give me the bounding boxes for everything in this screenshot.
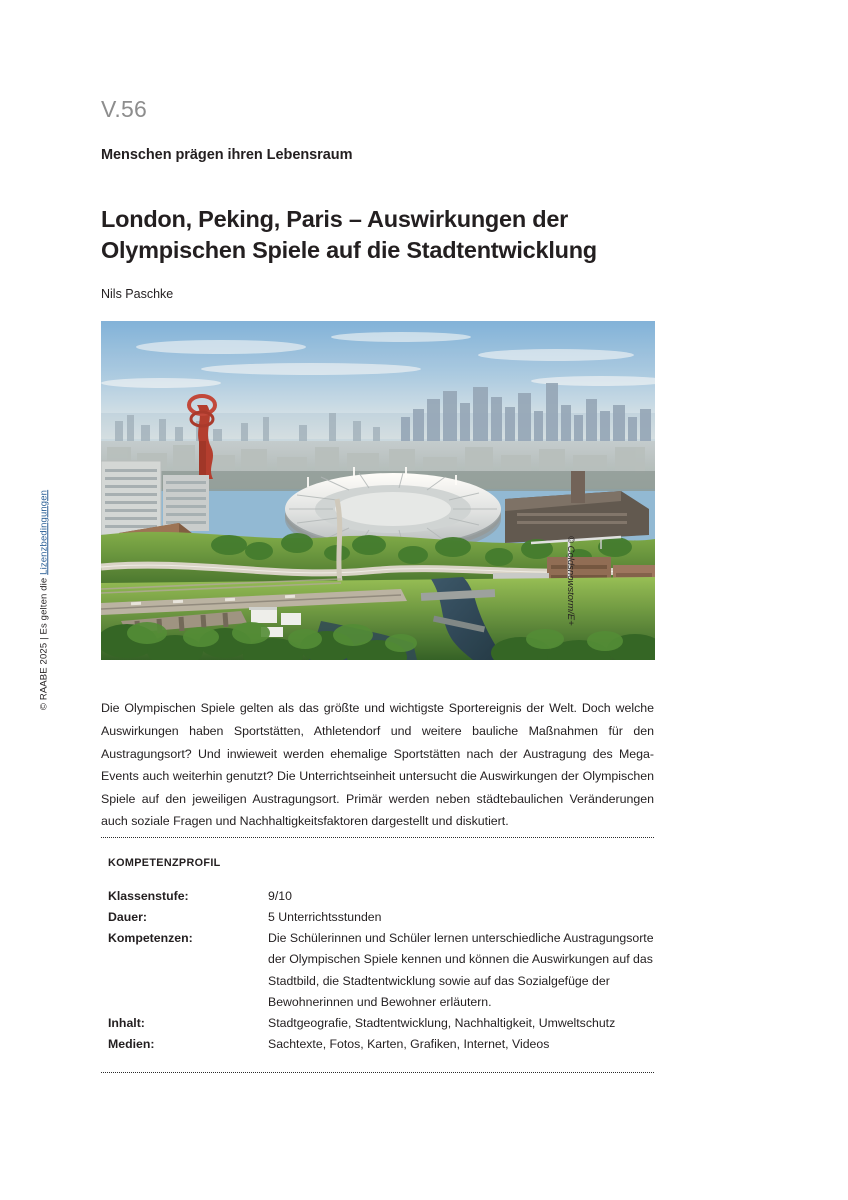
row-value-inhalt: Stadtgeografie, Stadtentwicklung, Nachhaltigkeit, Umweltschutz: [268, 1015, 616, 1030]
row-label-kompetenzen: Kompetenzen:: [108, 931, 193, 946]
chapter-code: V.56: [101, 96, 148, 122]
author-name: Nils Paschke: [101, 287, 174, 301]
table-row: [108, 1013, 654, 1034]
table-row: [108, 928, 654, 1013]
table-row: [108, 907, 654, 928]
table-row: [108, 886, 654, 907]
row-value-medien: Sachtexte, Fotos, Karten, Grafiken, Internet, Videos: [268, 1036, 550, 1051]
competency-profile-heading: KOMPETENZPROFIL: [108, 857, 221, 869]
page-title: London, Peking, Paris – Auswirkungen der Olympischen Spiele auf die Stadtentwicklung: [101, 205, 597, 263]
license-rail: [32, 470, 56, 730]
license-terms-link[interactable]: Lizenzbedingungen: [38, 489, 50, 575]
row-value-dauer: 5 Unterrichtsstunden: [268, 910, 382, 925]
row-value-kompetenzen: Die Schülerinnen und Schüler lernen unterschiedliche Austragungsorte der Olympischen Spiele kennen und können die Auswirkungen auf das Stadtbild, die Stadtentwicklung sowie auf das Sozialgefüge der Bewohnerinnen und Bewohner erläutern.: [268, 931, 654, 1009]
row-label-inhalt: Inhalt:: [108, 1015, 145, 1030]
intro-paragraph: Die Olympischen Spiele gelten als das größte und wichtigste Sportereignis der Welt. Doch welche Auswirkungen haben Sportstätten, Athletendorf und weitere bauliche Maßnahmen für den Austragungsort? Und inwieweit werden ehemalige Sportstätten nach der Austragung des Mega-Events auch weiterhin genutzt? Die Unterrichtseinheit untersucht die Auswirkungen der Olympischen Spiele auf den jeweiligen Austragungsort. Primär werden neben städtebaulichen Veränderungen auch soziale Fragen und Nachhaltigkeitsfaktoren dargestellt und diskutiert.: [101, 701, 654, 829]
row-value-klassenstufe: 9/10: [268, 889, 292, 903]
copyright-text: © RAABE 2025 | Es gelten die: [38, 574, 50, 711]
row-label-medien: Medien:: [108, 1036, 155, 1051]
photo-credit: [566, 536, 584, 666]
divider-top: [101, 837, 654, 838]
divider-bottom: [101, 1072, 654, 1073]
license-rail-text: [39, 490, 49, 710]
row-label-klassenstufe: Klassenstufe:: [108, 889, 189, 903]
photo-credit-text: © Coldsnowstorm/E+: [565, 536, 576, 626]
table-row: [108, 1034, 654, 1055]
row-label-dauer: Dauer:: [108, 910, 147, 925]
competency-profile-table: [108, 886, 654, 1055]
series-subtitle: Menschen prägen ihren Lebensraum: [101, 147, 353, 163]
